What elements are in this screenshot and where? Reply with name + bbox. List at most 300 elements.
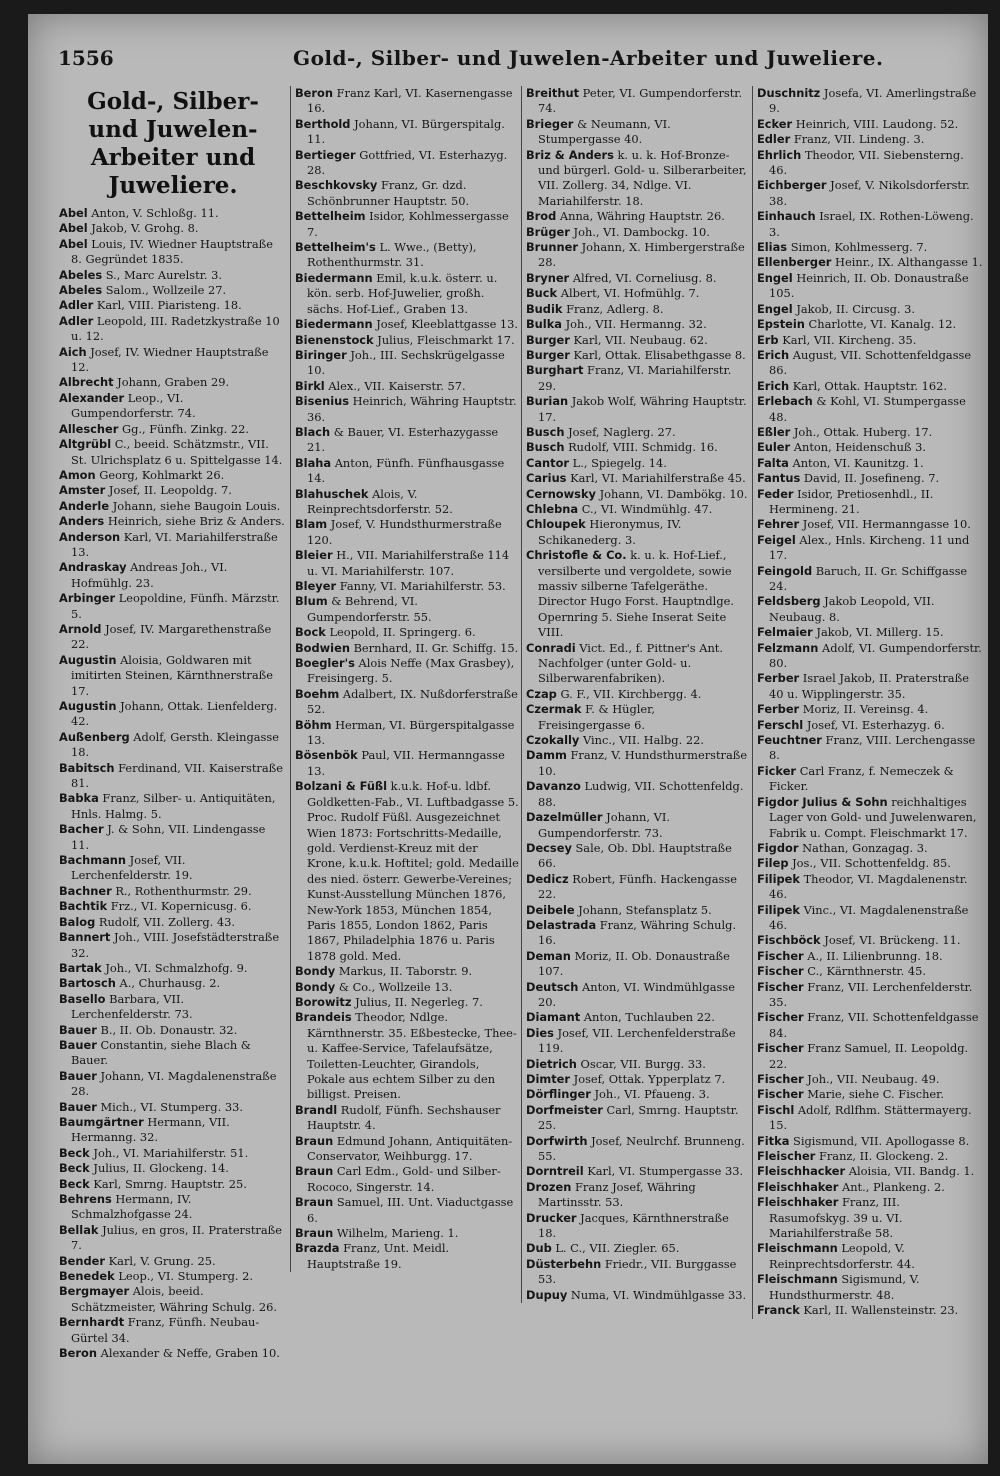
directory-entry	[526, 302, 750, 317]
entry-text: Samuel, III. Unt. Viaductgasse 6.	[307, 1195, 514, 1225]
directory-entry	[757, 564, 983, 595]
entry-text: Rudolf, VIII. Schmidg. 16.	[568, 440, 718, 455]
directory-entry	[757, 625, 983, 640]
entry-text: Sigismund, V. Hundsthurmerstr. 48.	[769, 1272, 920, 1302]
entry-name: Erlebach	[757, 394, 813, 409]
directory-entry	[59, 375, 287, 390]
directory-entry	[757, 980, 983, 1011]
entry-name: Biringer	[295, 347, 347, 362]
directory-entry	[526, 1087, 750, 1102]
entry-text: Franz, Silber- u. Antiquitäten, Hnls. Halmg. 5.	[71, 791, 276, 821]
directory-entry	[757, 440, 983, 455]
directory-entry	[295, 594, 519, 625]
entry-text: Hieronymus, IV. Schikanederg. 3.	[538, 517, 682, 547]
entry-text: Aloisia, Goldwaren mit imitirten Steinen, Kärnthnerstraße 17.	[71, 652, 273, 698]
entry-text: Ludwig, VII. Schottenfeldg. 88.	[538, 779, 744, 809]
entry-name: Adler	[59, 313, 94, 328]
directory-entry	[295, 656, 519, 687]
entry-text: Nathan, Gonzagag. 3.	[802, 840, 928, 855]
directory-entry	[295, 117, 519, 148]
entry-text: Moriz, II. Ob. Donaustraße 107.	[538, 948, 730, 979]
directory-entry	[526, 687, 750, 702]
entry-name: Amster	[59, 483, 106, 498]
directory-entry	[59, 345, 287, 376]
entry-text: A., Churhausg. 2.	[119, 976, 221, 991]
entry-text: Karl, VI. Stumpergasse 33.	[587, 1164, 744, 1179]
entry-text: Sale, Ob. Dbl. Hauptstraße 66.	[538, 840, 732, 871]
entry-text: Joh., VI. Dambockg. 10.	[573, 224, 710, 239]
directory-entry	[59, 853, 287, 884]
entry-name: Davanzo	[526, 779, 581, 794]
entry-text: Johann, Stefansplatz 5.	[578, 902, 712, 917]
directory-entry	[295, 1241, 519, 1272]
entry-name: Biedermann	[295, 270, 373, 285]
entry-name: Feigel	[757, 532, 796, 547]
directory-entry	[757, 317, 983, 332]
entry-name: Deibele	[526, 902, 575, 917]
entry-text: Leopold, V. Reinprechtsdorferstr. 44.	[769, 1241, 915, 1271]
entry-name: Fischer	[757, 1041, 804, 1056]
entry-text: Franz Josef, Währing Martinsstr. 53.	[538, 1179, 696, 1210]
directory-entry	[295, 1103, 519, 1134]
entry-name: Allescher	[59, 421, 119, 436]
entry-name: Fischer	[757, 964, 804, 979]
directory-entry	[526, 903, 750, 918]
directory-entry	[59, 1023, 287, 1038]
entry-text: Karl, Ottak. Elisabethgasse 8.	[573, 347, 746, 362]
entry-text: Alois Neffe (Max Grasbey), Freisingerg. 5.	[307, 656, 515, 686]
entry-name: Filep	[757, 856, 789, 871]
entry-text: Louis, IV. Wiedner Hauptstraße 8. Gegründet 1835.	[71, 236, 273, 267]
directory-entry	[59, 915, 287, 930]
directory-entry	[59, 884, 287, 899]
entry-text: Anton, VI. Kaunitzg. 1.	[792, 455, 924, 470]
directory-entry	[526, 517, 750, 548]
directory-entry	[295, 625, 519, 640]
entry-text: Franz, Währing Schulg. 16.	[538, 917, 737, 948]
entry-name: Bondy	[295, 979, 336, 994]
directory-entry	[526, 1257, 750, 1288]
directory-entry	[757, 333, 983, 348]
entry-text: Simon, Kohlmesserg. 7.	[790, 240, 928, 255]
directory-entry	[757, 348, 983, 379]
entry-text: Vinc., VII. Halbg. 22.	[582, 733, 704, 748]
entry-text: B., II. Ob. Donaustr. 32.	[100, 1022, 238, 1037]
directory-entry	[526, 225, 750, 240]
entry-name: Beck	[59, 1176, 90, 1191]
directory-entry	[59, 791, 287, 822]
entry-name: Blum	[295, 594, 328, 609]
entry-name: Christofle & Co.	[526, 548, 627, 563]
entry-text: Franz, Fünfh. Neubau-Gürtel 34.	[71, 1315, 260, 1345]
entry-text: Theodor, VI. Magdalenenstr. 46.	[769, 871, 968, 902]
entry-text: Franz, VII. Lindeng. 3.	[793, 132, 925, 147]
entry-name: Bauer	[59, 1037, 97, 1052]
entry-text: Josefa, VI. Amerlingstraße 9.	[769, 86, 977, 116]
entry-name: Damm	[526, 748, 567, 763]
entry-name: Dedicz	[526, 871, 569, 886]
entry-text: Franz, II. Glockeng. 2.	[818, 1149, 949, 1164]
entry-text: August, VII. Schottenfeldgasse 86.	[769, 347, 972, 378]
entry-text: Andreas Joh., VI. Hofmühlg. 23.	[71, 560, 228, 590]
directory-entry	[295, 178, 519, 209]
entry-text: Isidor, Pretiosenhdl., II. Hermineng. 21.	[769, 486, 934, 516]
entry-name: Bachmann	[59, 853, 127, 868]
entry-text: G. F., VII. Kirchbergg. 4.	[560, 686, 702, 701]
entry-name: Fantus	[757, 471, 801, 486]
directory-entry	[59, 1315, 287, 1346]
entry-text: k.u.k. Hof-u. ldbf. Goldketten-Fab., VI. Luftbadgasse 5. Proc. Rudolf Füßl. Ausgezeichnet Wien 1873: Fortschritts-Medaille, gold. Verdienst-Kreuz mit der Krone, k.u.k. Hoftitel; gold. Medaille des nied. österr. Gewerbe-Vereines; Kunst-Ausstellung München 1876, New-York 1853, München 1854, Paris 1855, London 1862, Paris 1867, Philadelphia 1876 u. Paris 1878 gold. Med.	[307, 779, 519, 963]
entry-text: Barbara, VII. Lerchenfelderstr. 73.	[71, 991, 193, 1022]
entry-name: Czap	[526, 686, 557, 701]
entry-name: Filipek	[757, 902, 800, 917]
directory-entry	[526, 872, 750, 903]
directory-entry	[59, 992, 287, 1023]
directory-entry	[757, 702, 983, 717]
directory-entry	[757, 471, 983, 486]
entry-name: Brieger	[526, 116, 574, 131]
entry-name: Baumgärtner	[59, 1114, 144, 1129]
entry-name: Dietrich	[526, 1056, 577, 1071]
entry-text: Josef, II. Leopoldg. 7.	[108, 483, 232, 498]
entry-name: Boegler's	[295, 656, 355, 671]
directory-entry	[59, 1115, 287, 1146]
entry-name: Birkl	[295, 378, 325, 393]
entry-text: Karl, Ottak. Hauptstr. 162.	[792, 378, 948, 393]
entry-text: Julius, Fleischmarkt 17.	[377, 332, 515, 347]
directory-entry	[295, 517, 519, 548]
entry-name: Eichberger	[757, 178, 827, 193]
directory-entry	[526, 1103, 750, 1134]
directory-entry	[526, 548, 750, 640]
entry-text: & Kohl, VI. Stumpergasse 48.	[769, 394, 966, 424]
entry-name: Burian	[526, 394, 569, 409]
entry-text: Robert, Fünfh. Hackengasse 22.	[538, 871, 737, 902]
entry-name: Burghart	[526, 363, 584, 378]
entry-name: Fleischer	[757, 1149, 816, 1164]
entry-text: Josef, Ottak. Ypperplatz 7.	[573, 1072, 726, 1086]
directory-entry	[295, 779, 519, 964]
entry-name: Babka	[59, 791, 99, 806]
entry-name: Behrens	[59, 1192, 112, 1206]
entry-name: Anderle	[59, 498, 110, 513]
entry-name: Dupuy	[526, 1287, 568, 1302]
entry-name: Bryner	[526, 270, 570, 285]
directory-entry	[295, 348, 519, 379]
directory-entry	[59, 1284, 287, 1315]
directory-entry	[295, 1010, 519, 1102]
entry-text: Emil, k.u.k. österr. u. kön. serb. Hof-Juwelier, großh. sächs. Hof-Lief., Graben 13.	[307, 270, 498, 316]
entry-text: Karl, V. Grung. 25.	[108, 1253, 216, 1268]
entry-name: Altgrübl	[59, 437, 112, 452]
directory-entry	[757, 933, 983, 948]
entry-name: Busch	[526, 424, 565, 439]
directory-entry	[295, 379, 519, 394]
entry-name: Fleischmann	[757, 1241, 838, 1256]
directory-entry	[757, 1072, 983, 1087]
entry-name: Braun	[295, 1133, 334, 1148]
directory-entry	[526, 333, 750, 348]
entry-text: Georg, Kohlmarkt 26.	[99, 467, 225, 482]
entry-text: Johann, VI. Dambökg. 10.	[599, 486, 748, 501]
directory-entry	[526, 286, 750, 301]
entry-text: Frz., VI. Kopernicusg. 6.	[110, 899, 252, 914]
directory-entry	[757, 456, 983, 471]
directory-entry	[757, 641, 983, 672]
entry-text: David, II. Josefineng. 7.	[803, 471, 940, 486]
entry-text: Israel, IX. Rothen-Löweng. 3.	[769, 209, 974, 239]
directory-entry	[59, 391, 287, 422]
entry-text: Anton, V. Schloßg. 11.	[91, 206, 219, 220]
directory-entry	[59, 930, 287, 961]
directory-entry	[757, 394, 983, 425]
entry-text: L. C., VII. Ziegler. 65.	[555, 1241, 680, 1256]
directory-entry	[526, 949, 750, 980]
entry-text: Isidor, Kohlmessergasse 7.	[307, 209, 509, 239]
entry-name: Aich	[59, 344, 87, 359]
entry-text: Herman, VI. Bürgerspitalgasse 13.	[307, 717, 515, 748]
entry-name: Abeles	[59, 267, 103, 282]
entry-text: & Neumann, VI. Stumpergasse 40.	[538, 116, 671, 147]
directory-entry	[59, 422, 287, 437]
entry-name: Babitsch	[59, 760, 115, 775]
entry-name: Burger	[526, 332, 570, 347]
entry-name: Bartosch	[59, 976, 116, 991]
entry-name: Bellak	[59, 1222, 99, 1237]
entry-name: Dorntreil	[526, 1164, 584, 1179]
entry-name: Dazelmüller	[526, 810, 603, 825]
entry-text: Jakob Leopold, VII. Neubaug. 8.	[769, 594, 935, 624]
entry-name: Brod	[526, 209, 557, 224]
entry-name: Beron	[59, 1346, 97, 1361]
directory-entry	[59, 499, 287, 514]
entry-text: Leop., VI. Gumpendorferstr. 74.	[71, 390, 196, 421]
entry-text: Franz, VII. Schottenfeldgasse 84.	[769, 1010, 979, 1040]
entry-text: Franz, Gr. dzd. Schönbrunner Hauptstr. 50.	[307, 178, 470, 208]
directory-entry	[757, 1272, 983, 1303]
directory-entry	[757, 1087, 983, 1102]
entry-text: Joh., Ottak. Huberg. 17.	[793, 424, 933, 439]
entry-name: Bachner	[59, 883, 112, 898]
entry-text: C., VI. Windmühlg. 47.	[581, 501, 713, 516]
directory-entry	[59, 1146, 287, 1161]
entry-name: Berthold	[295, 116, 351, 131]
entry-name: Fischer	[757, 1010, 804, 1025]
directory-entry	[295, 1164, 519, 1195]
entry-name: Braun	[295, 1164, 334, 1179]
entry-text: Rudolf, Fünfh. Sechshauser Hauptstr. 4.	[307, 1102, 501, 1133]
entry-name: Briz & Anders	[526, 147, 614, 162]
entry-text: Leop., VI. Stumperg. 2.	[118, 1269, 254, 1284]
directory-entry	[59, 468, 287, 483]
entry-name: Engel	[757, 270, 793, 285]
entry-name: Bauer	[59, 1068, 97, 1083]
entry-name: Bender	[59, 1253, 106, 1268]
directory-entry	[59, 1100, 287, 1115]
entry-text: Franz, Unt. Meidl. Hauptstraße 19.	[307, 1241, 450, 1271]
entry-text: Karl, II. Wallensteinstr. 23.	[803, 1303, 959, 1318]
directory-entry	[295, 456, 519, 487]
entry-text: Karl, VI. Mariahilferstraße 45.	[570, 471, 746, 486]
entry-name: Feder	[757, 486, 794, 501]
entry-text: Josef, VII. Hermanngasse 10.	[802, 517, 971, 532]
entry-name: Drucker	[526, 1210, 577, 1225]
entry-text: Josef, VI. Brückeng. 11.	[824, 933, 961, 948]
entry-name: Bertieger	[295, 147, 356, 162]
entry-text: Franz, VI. Mariahilferstr. 29.	[538, 363, 732, 393]
entry-text: Julius, en gros, II. Praterstraße 7.	[71, 1222, 283, 1253]
entry-text: Israel Jakob, II. Praterstraße 40 u. Wipplingerstr. 35.	[769, 671, 969, 701]
directory-entry	[757, 764, 983, 795]
column-4	[752, 86, 983, 1319]
entry-text: Josef, Kleeblattgasse 13.	[376, 317, 519, 332]
directory-entry	[757, 733, 983, 764]
entry-name: Fischer	[757, 1072, 804, 1086]
entry-text: Josef, VII. Lerchenfelderstr. 19.	[71, 853, 193, 883]
entry-name: Falta	[757, 455, 789, 470]
directory-entry	[757, 949, 983, 964]
entry-text: Alfred, VI. Corneliusg. 8.	[572, 270, 717, 285]
entry-name: Feldsberg	[757, 594, 821, 609]
directory-entry	[526, 394, 750, 425]
directory-entry	[526, 1211, 750, 1242]
directory-entry	[526, 440, 750, 455]
entry-text: L. Wwe., (Betty), Rothenthurmstr. 31.	[307, 240, 477, 270]
directory-entry	[526, 86, 750, 117]
entry-text: reichhaltiges Lager von Gold- und Juwelenwaren, Fabrik u. Compt. Fleischmarkt 17.	[769, 794, 977, 840]
entry-name: Blam	[295, 517, 328, 532]
entry-text: Heinrich, Währing Hauptstr. 36.	[307, 394, 517, 424]
entry-name: Anders	[59, 514, 105, 529]
directory-entry	[526, 918, 750, 949]
directory-entry	[757, 132, 983, 147]
directory-entry	[295, 394, 519, 425]
directory-entry	[526, 456, 750, 471]
entry-name: Decsey	[526, 840, 572, 855]
directory-entry	[295, 86, 519, 117]
entry-text: Carl Franz, f. Nemeczek & Ficker.	[769, 763, 954, 794]
entry-name: Fleischhacker	[757, 1164, 846, 1179]
directory-entry	[757, 718, 983, 733]
directory-entry	[295, 425, 519, 456]
entry-name: Budik	[526, 301, 563, 316]
directory-entry	[757, 148, 983, 179]
page-header	[58, 44, 968, 78]
directory-entry	[59, 761, 287, 792]
directory-entry	[526, 980, 750, 1011]
entry-name: Dorfmeister	[526, 1102, 603, 1117]
entry-text: Baruch, II. Gr. Schiffgasse 24.	[769, 563, 968, 593]
directory-entry	[757, 240, 983, 255]
directory-entry	[295, 487, 519, 518]
directory-entry	[757, 1041, 983, 1072]
entry-name: Brüger	[526, 224, 570, 239]
directory-entry	[757, 425, 983, 440]
entry-name: Fleischhaker	[757, 1195, 839, 1210]
directory-entry	[757, 594, 983, 625]
directory-page	[28, 14, 988, 1464]
directory-entry	[295, 579, 519, 594]
entry-text: & Co., Wollzeile 13.	[338, 979, 453, 994]
entry-text: A., II. Lilienbrunng. 18.	[807, 948, 943, 963]
entry-name: Fischer	[757, 948, 804, 963]
directory-entry	[59, 622, 287, 653]
entry-text: Gg., Fünfh. Zinkg. 22.	[121, 421, 250, 436]
entry-name: Deutsch	[526, 979, 579, 994]
entry-name: Brandl	[295, 1102, 338, 1117]
directory-entry	[59, 237, 287, 268]
entry-name: Edler	[757, 132, 791, 147]
directory-entry	[59, 961, 287, 976]
directory-entry	[757, 1103, 983, 1134]
directory-entry	[59, 221, 287, 236]
directory-entry	[526, 148, 750, 210]
entry-text: & Behrend, VI. Gumpendorferstr. 55.	[307, 594, 432, 624]
entry-name: Arnold	[59, 621, 102, 636]
entry-text: Adolf, Rdlfhm. Stättermayerg. 15.	[769, 1102, 972, 1133]
entry-name: Bacher	[59, 822, 104, 837]
directory-entry	[295, 980, 519, 995]
directory-entry	[295, 548, 519, 579]
directory-entry	[757, 117, 983, 132]
entry-text: Oscar, VII. Burgg. 33.	[580, 1056, 706, 1071]
directory-entry	[295, 995, 519, 1010]
entry-text: Jakob, V. Grohg. 8.	[91, 221, 199, 236]
entry-name: Ferber	[757, 671, 800, 686]
entry-name: Dörflinger	[526, 1087, 591, 1102]
entry-name: Beck	[59, 1161, 90, 1176]
directory-entry	[295, 317, 519, 332]
entry-name: Bondy	[295, 964, 336, 979]
entry-name: Figdor	[757, 840, 799, 855]
entry-name: Czermak	[526, 702, 582, 717]
column-3	[521, 86, 750, 1303]
entry-name: Conradi	[526, 640, 576, 655]
directory-entry	[757, 255, 983, 270]
entry-name: Eßler	[757, 424, 791, 439]
directory-entry	[526, 348, 750, 363]
directory-entry	[757, 1195, 983, 1241]
directory-entry	[526, 117, 750, 148]
entry-name: Fleischhaker	[757, 1179, 839, 1194]
entry-name: Ferber	[757, 702, 800, 717]
directory-entry	[526, 841, 750, 872]
entry-text: Markus, II. Taborstr. 9.	[338, 964, 473, 979]
entry-name: Albrecht	[59, 375, 114, 390]
directory-entry	[59, 283, 287, 298]
entry-name: Benedek	[59, 1269, 115, 1284]
directory-entry	[757, 86, 983, 117]
entry-text: Carl Edm., Gold- und Silber-Rococo, Singerstr. 14.	[307, 1164, 501, 1194]
entry-name: Fischer	[757, 1087, 804, 1102]
entry-name: Chlebna	[526, 501, 579, 516]
directory-entry	[59, 1069, 287, 1100]
entry-text: Franz, V. Hundsthurmerstraße 10.	[538, 748, 748, 778]
directory-entry	[59, 206, 287, 221]
entry-text: Adolf, VI. Gumpendorferstr. 80.	[769, 640, 982, 671]
entry-name: Chloupek	[526, 517, 586, 532]
entry-text: Sigismund, VII. Apollogasse 8.	[793, 1133, 970, 1148]
entry-name: Filipek	[757, 871, 800, 886]
entry-text: Alexander & Neffe, Graben 10.	[100, 1346, 280, 1361]
directory-entry	[295, 1226, 519, 1241]
entry-text: Ant., Plankeng. 2.	[842, 1179, 945, 1194]
entry-name: Ficker	[757, 763, 797, 778]
entry-text: Vict. Ed., f. Pittner's Ant. Nachfolger (unter Gold- u. Silberwarenfabriken).	[538, 640, 724, 686]
directory-entry	[59, 653, 287, 699]
entry-text: Heinrich, siehe Briz & Anders.	[107, 514, 285, 529]
directory-entry	[526, 1164, 750, 1179]
